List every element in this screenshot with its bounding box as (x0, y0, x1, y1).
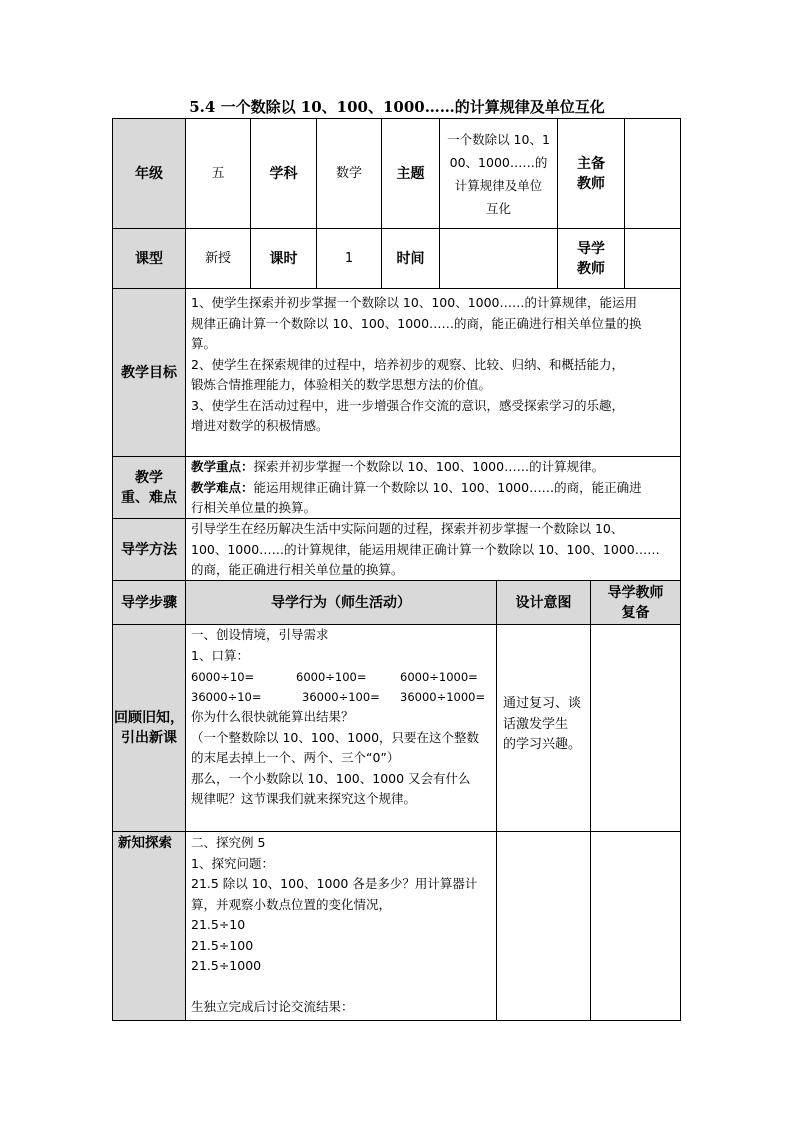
goals-text: 1、使学生探索并初步掌握一个数除以 10、100、1000……的计算规律，能运用 规律正确计算一个数除以 10、100、1000……的商，能正确进行相关单位量的换 算。 2、使学生在探索规律的过程中，培养初步的观察、比较、归纳、和概括能力， 锻炼合情推理能力，体验相关的数学思想方法的价值。 3、使学生在活动过程中，进一步增强合作交流的意识，感受探索学习的乐趣， 增进对数学的积极情感。 (191, 295, 642, 433)
activity-header: 导学行为（师生活动） (271, 594, 411, 611)
review-sub: 1、口算： (191, 648, 249, 663)
calc-item: 6000÷1000= (400, 670, 478, 684)
calc-item: 36000÷10= (191, 690, 262, 704)
focus-label: 教学重点： (191, 459, 254, 474)
calc-item: 36000÷100= (302, 690, 380, 704)
subject-label: 学科 (269, 165, 298, 182)
period-value: 1 (344, 250, 354, 266)
method-label: 导学方法 (121, 541, 177, 558)
subject-value: 数学 (335, 165, 362, 181)
explore-text: 二、探究例 5 1、探究问题： 21.5 除以 10、100、1000 各是多少？用计算器计 算，并观察小数点位置的变化情况， 21.5÷10 21.5÷100 21.5÷1000 生独立完成后讨论交流结果： (191, 835, 478, 1014)
topic-value (440, 119, 557, 228)
difficulty-text: 能运用规律正确计算一个数除以 10、100、1000……的商，能正确进 (253, 479, 642, 495)
calc-item: 36000÷1000= (400, 690, 486, 704)
topic-line: 计算规律及单位 (454, 177, 543, 193)
difficulty-label: 教学难点： (191, 479, 254, 495)
method-text: 引导学生在经历解决生活中实际问题的过程，探索并初步掌握一个数除以 10、 100、1000……的计算规律，能运用规律正确计算一个数除以 10、100、1000…… 的商，能正确进行相关单位量的换算。 (191, 521, 660, 577)
steps-header: 导学步骤 (121, 594, 177, 611)
key-text (191, 457, 679, 519)
topic-label: 主题 (396, 165, 425, 182)
difficulty-text-2: 行相关单位量的换算。 (191, 500, 317, 515)
calc-item: 6000÷100= (296, 670, 367, 684)
key-label: 教学 重、难点 (121, 469, 177, 506)
calc-item: 6000÷10= (191, 670, 255, 684)
page-title: 5.4 一个数除以 10、100、1000……的计算规律及单位互化 (189, 98, 605, 116)
review-intent: 通过复习、谈 话激发学生 的学习兴趣。 (503, 696, 582, 752)
review-heading: 一、创设情境，引导需求 (191, 627, 329, 642)
review-label: 回顾旧知， 引出新课 (114, 710, 184, 746)
explore-label: 新知探索 (118, 835, 172, 851)
main-teacher-label: 主备 教师 (577, 155, 605, 192)
grade-value: 五 (211, 165, 225, 181)
time-label: 时间 (396, 250, 425, 267)
grade-label: 年级 (135, 165, 163, 182)
focus-text: 探索并初步掌握一个数除以 10、100、1000……的计算规律。 (253, 459, 605, 474)
review-text: 你为什么很快就能算出结果？ （一个整数除以 10、100、1000，只要在这个整数 的末尾去掉上一个、两个、三个“0”） 那么，一个小数除以 10、100、1000 又会有什么 规律呢？这节课我们就来探究这个规律。 (191, 709, 480, 806)
topic-line: 互化 (485, 200, 511, 216)
period-label: 课时 (269, 250, 298, 267)
type-label: 课型 (135, 250, 163, 267)
guide-teacher-label: 导学 教师 (577, 240, 605, 277)
prep-header: 导学教师 复备 (607, 584, 664, 621)
topic-line: 一个数除以 10、1 (447, 131, 550, 147)
type-value: 新授 (204, 250, 231, 266)
goals-label: 教学目标 (121, 364, 177, 381)
topic-line: 00、1000……的 (449, 154, 548, 170)
design-header: 设计意图 (515, 594, 572, 611)
